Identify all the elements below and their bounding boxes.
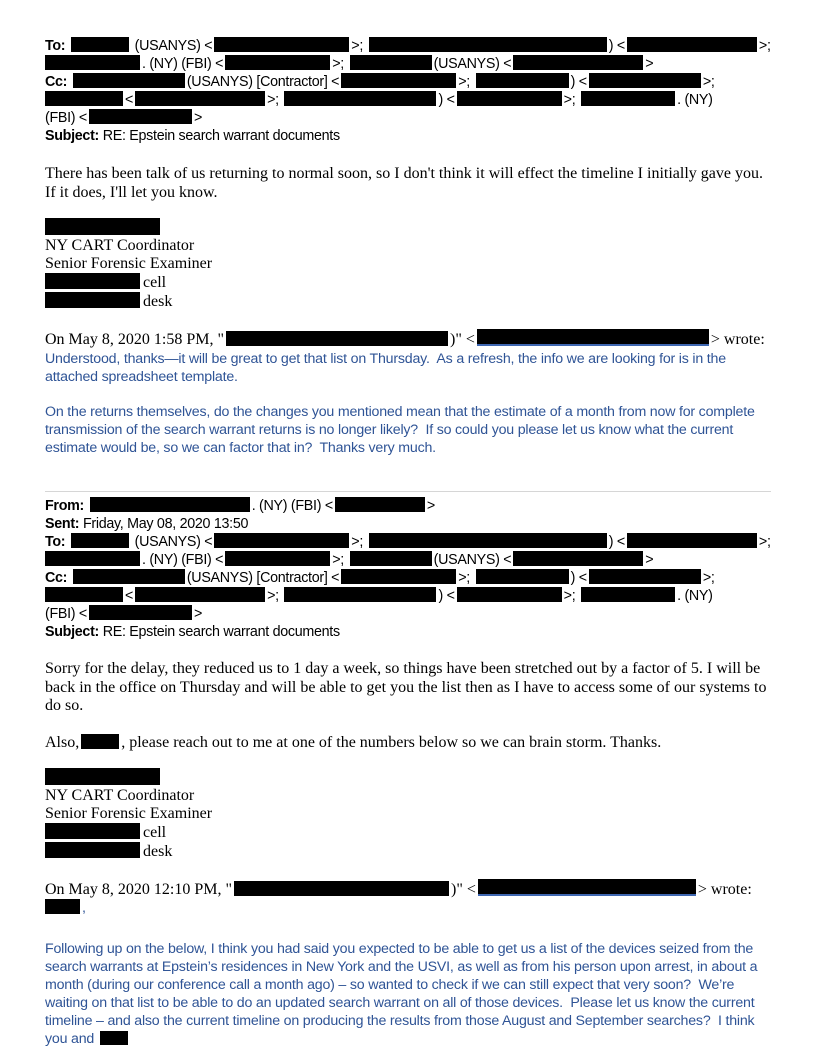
header-text: >; — [563, 92, 576, 108]
header-text: > — [194, 110, 203, 126]
redaction-bar — [135, 91, 265, 106]
redaction-bar — [350, 55, 432, 70]
cc-line — [45, 73, 771, 91]
redaction-bar — [369, 37, 607, 52]
signature-cell-line — [45, 273, 771, 292]
to-line — [45, 37, 771, 55]
signature-role-2: Senior Forensic Examiner — [45, 255, 213, 272]
email-header-mid — [45, 497, 771, 641]
header-text: >; — [702, 570, 715, 586]
quoted-text: Following up on the below, I think you had said you expected to be able to get us a list of the devices seized from the search warrants at Epstein’s residences in New York and the USVI, as well as from his person upon arrest, in about a month (during our conference call a month ago) – so wanted to check if we can still expect that very soon? We’re waiting on that list to be able to do an updated search warrant on all of those devices. Please let us know the current timeline – and also the current timeline on producing the results from those August and September searches? I think you and — [45, 941, 762, 1047]
redaction-bar — [589, 569, 701, 584]
attribution-text: )" < — [450, 881, 476, 898]
subject-label: Subject: — [45, 128, 99, 144]
cc-line-continued-2 — [45, 605, 771, 623]
quoted-message — [45, 940, 771, 1048]
redaction-bar — [45, 292, 140, 308]
body-text: There has been talk of us returning to normal soon, so I don't think it will effect the timeline I initially gave you. If it does, I'll let you know. — [45, 165, 763, 201]
redaction-bar — [341, 569, 456, 584]
header-text: > — [645, 552, 654, 568]
header-text: >; — [758, 38, 771, 54]
header-text: (USANYS) < — [134, 38, 213, 54]
redacted-email-link — [477, 329, 709, 346]
subject-line — [45, 623, 771, 641]
cc-line-continued-2 — [45, 109, 771, 127]
redaction-bar — [513, 551, 643, 566]
signature-desk-line — [45, 292, 771, 311]
desk-label: desk — [143, 843, 173, 860]
redaction-bar — [369, 533, 607, 548]
header-text: (FBI) < — [45, 606, 87, 622]
attribution-text: On May 8, 2020 1:58 PM, " — [45, 331, 224, 348]
subject-value: RE: Epstein search warrant documents — [102, 624, 340, 640]
redaction-bar — [71, 533, 129, 548]
header-text: . (NY) (FBI) < — [142, 56, 224, 72]
redaction-bar — [81, 734, 119, 749]
signature-role-1: NY CART Coordinator — [45, 237, 195, 254]
from-label: From: — [45, 498, 85, 514]
header-text: (USANYS) < — [433, 552, 512, 568]
quoted-paragraph — [45, 940, 771, 1048]
signature-role-1: NY CART Coordinator — [45, 787, 195, 804]
redaction-bar — [457, 587, 562, 602]
header-text: < — [125, 588, 134, 604]
redaction-bar — [214, 533, 349, 548]
redaction-bar — [71, 37, 129, 52]
quoted-text: Understood, thanks—it will be great to get that list on Thursday. As a refresh, the info we are looking for is in the attached spreadsheet template. — [45, 351, 730, 385]
body-text: , please reach out to me at one of the numbers below so we can brain storm. Thanks. — [121, 733, 662, 751]
redaction-bar — [89, 605, 192, 620]
redaction-bar — [45, 551, 140, 566]
redaction-bar — [341, 73, 456, 88]
header-text: ) < — [608, 38, 625, 54]
cell-label: cell — [143, 824, 167, 841]
redaction-bar — [627, 37, 757, 52]
subject-label: Subject: — [45, 624, 99, 640]
redaction-bar — [225, 55, 330, 70]
redaction-bar — [350, 551, 432, 566]
header-text: . (NY) (FBI) < — [142, 552, 224, 568]
redaction-bar — [45, 55, 140, 70]
body-paragraph-also — [45, 734, 771, 753]
cc-label: Cc: — [45, 570, 68, 586]
header-text: >; — [563, 588, 576, 604]
header-text: ) < — [570, 74, 587, 90]
redaction-bar — [457, 91, 562, 106]
header-text: >; — [458, 570, 470, 586]
header-text: (USANYS) [Contractor] < — [186, 74, 340, 90]
email-header-top — [45, 37, 771, 145]
header-text: (USANYS) [Contractor] < — [186, 570, 340, 586]
sent-label: Sent: — [45, 516, 80, 532]
redaction-bar — [589, 73, 701, 88]
redaction-bar — [90, 497, 250, 512]
header-text: > — [426, 498, 435, 514]
header-text: ) < — [438, 92, 455, 108]
redaction-bar — [45, 768, 160, 785]
header-text: > — [194, 606, 203, 622]
desk-label: desk — [143, 293, 173, 310]
to-line — [45, 533, 771, 551]
redaction-bar — [135, 587, 265, 602]
header-text: . (NY) — [677, 92, 713, 108]
header-text: (FBI) < — [45, 110, 87, 126]
redaction-bar — [45, 842, 140, 858]
attribution-text: > wrote: — [710, 331, 765, 348]
header-text: (USANYS) < — [433, 56, 512, 72]
header-text: < — [125, 92, 134, 108]
redaction-bar — [476, 569, 569, 584]
body-paragraph — [45, 165, 771, 202]
redaction-bar — [476, 73, 569, 88]
redaction-bar — [225, 551, 330, 566]
header-text: (USANYS) < — [134, 534, 213, 550]
divider-rule — [45, 491, 771, 492]
header-text: ) < — [608, 534, 625, 550]
header-text: >; — [702, 74, 715, 90]
body-text: Also, — [45, 733, 80, 751]
sent-line — [45, 515, 771, 533]
quote-greeting-line — [45, 899, 771, 917]
body-text: Sorry for the delay, they reduced us to 1 day a week, so things have been stretched out by a factor of 5. I will be back in the office on Thursday and will be able to get you the list then as I have to access some of our systems to do so. — [45, 660, 767, 714]
redaction-bar — [45, 91, 123, 106]
redaction-bar — [513, 55, 643, 70]
cell-label: cell — [143, 274, 167, 291]
redaction-bar — [73, 73, 185, 88]
sent-value: Friday, May 08, 2020 13:50 — [82, 516, 249, 532]
quote-attribution — [45, 329, 771, 349]
subject-line — [45, 127, 771, 145]
signature-name-line — [45, 218, 771, 237]
to-line-continued — [45, 55, 771, 73]
redaction-bar — [45, 899, 80, 914]
redaction-bar — [284, 587, 436, 602]
quoted-paragraph — [45, 350, 771, 386]
cc-line — [45, 569, 771, 587]
redaction-bar — [45, 218, 160, 235]
header-text: . (NY) — [677, 588, 713, 604]
quote-attribution — [45, 879, 771, 899]
header-text: >; — [758, 534, 771, 550]
header-text: ) < — [570, 570, 587, 586]
header-text: >; — [267, 92, 279, 108]
header-text: >; — [267, 588, 279, 604]
cc-line-continued — [45, 587, 771, 605]
redaction-bar — [214, 37, 349, 52]
body-paragraph — [45, 660, 771, 716]
attribution-text: > wrote: — [697, 881, 752, 898]
cc-line-continued — [45, 91, 771, 109]
greeting-text: , — [82, 900, 86, 916]
header-text: > — [645, 56, 654, 72]
redaction-bar — [335, 497, 425, 512]
signature-role-2: Senior Forensic Examiner — [45, 805, 213, 822]
to-line-continued — [45, 551, 771, 569]
signature-block — [45, 768, 771, 861]
redaction-bar — [581, 91, 675, 106]
header-text: >; — [351, 38, 364, 54]
header-text: >; — [458, 74, 470, 90]
header-text: . (NY) (FBI) < — [251, 498, 333, 514]
header-text: >; — [332, 552, 344, 568]
redaction-bar — [234, 881, 449, 896]
signature-cell-line — [45, 823, 771, 842]
redaction-bar — [45, 587, 123, 602]
cc-label: Cc: — [45, 74, 68, 90]
signature-name-line — [45, 768, 771, 787]
redaction-bar — [284, 91, 436, 106]
signature-block — [45, 218, 771, 311]
redaction-bar — [100, 1031, 128, 1045]
subject-value: RE: Epstein search warrant documents — [102, 128, 340, 144]
quoted-message — [45, 350, 771, 457]
redaction-bar — [627, 533, 757, 548]
to-label: To: — [45, 38, 66, 54]
redaction-bar — [73, 569, 185, 584]
redaction-bar — [45, 273, 140, 289]
signature-desk-line — [45, 842, 771, 861]
redaction-bar — [226, 331, 448, 346]
redaction-bar — [45, 823, 140, 839]
to-label: To: — [45, 534, 66, 550]
attribution-text: )" < — [449, 331, 475, 348]
from-line — [45, 497, 771, 515]
attribution-text: On May 8, 2020 12:10 PM, " — [45, 881, 232, 898]
header-text: ) < — [438, 588, 455, 604]
quoted-text: On the returns themselves, do the changes you mentioned mean that the estimate of a month from now for complete transmission of the search warrant returns is no longer likely? If so could you please let us know what the current estimate would be, so we can factor that in? Thanks very much. — [45, 404, 759, 456]
redaction-bar — [89, 109, 192, 124]
quoted-paragraph — [45, 403, 771, 457]
redaction-bar — [581, 587, 675, 602]
redacted-email-link — [478, 879, 696, 896]
header-text: >; — [351, 534, 364, 550]
header-text: >; — [332, 56, 344, 72]
